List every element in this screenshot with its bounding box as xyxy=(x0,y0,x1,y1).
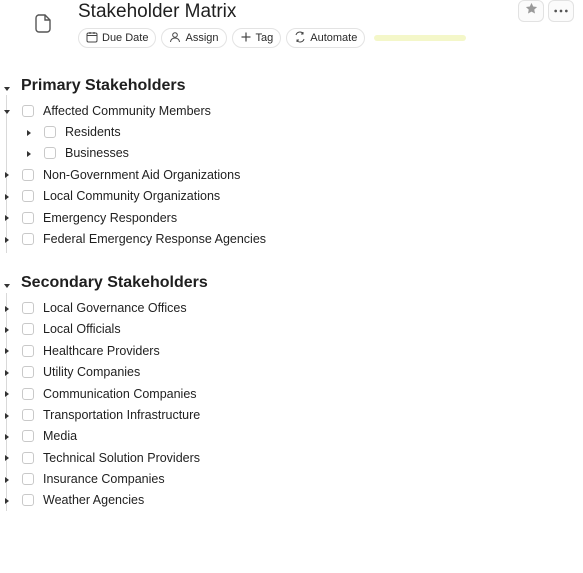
tag-button[interactable] xyxy=(232,28,282,48)
caret-right-icon xyxy=(4,187,10,205)
task-checkbox[interactable] xyxy=(22,388,34,400)
caret-right-icon xyxy=(4,427,10,445)
caret-right-icon xyxy=(4,230,10,248)
item-label: Insurance Companies xyxy=(43,471,165,486)
expand-toggle[interactable] xyxy=(3,432,11,440)
item-label: Non-Government Aid Organizations xyxy=(43,167,241,182)
list-item[interactable] xyxy=(22,340,160,361)
item-label: Emergency Responders xyxy=(43,210,178,225)
list-item[interactable] xyxy=(22,100,211,121)
item-label: Weather Agencies xyxy=(43,492,145,507)
automate-icon xyxy=(294,31,306,46)
item-label: Transportation Infrastructure xyxy=(43,407,201,422)
expand-toggle[interactable] xyxy=(3,346,11,354)
list-item[interactable] xyxy=(22,185,220,206)
expand-toggle[interactable] xyxy=(3,368,11,376)
list-item[interactable] xyxy=(22,228,266,249)
task-checkbox[interactable] xyxy=(22,494,34,506)
tag-label: Tag xyxy=(255,32,274,44)
task-checkbox[interactable] xyxy=(22,105,34,117)
item-label: Utility Companies xyxy=(43,364,141,379)
expand-toggle[interactable] xyxy=(3,325,11,333)
caret-right-icon xyxy=(26,123,32,141)
caret-right-icon xyxy=(4,363,10,381)
item-label: Local Governance Offices xyxy=(43,300,187,315)
caret-down-icon xyxy=(4,79,10,97)
expand-toggle[interactable] xyxy=(3,453,11,461)
task-checkbox[interactable] xyxy=(22,473,34,485)
page-icon[interactable] xyxy=(31,11,55,35)
expand-toggle[interactable] xyxy=(25,149,33,157)
caret-right-icon xyxy=(4,208,10,226)
expand-toggle[interactable] xyxy=(3,107,11,115)
task-checkbox[interactable] xyxy=(22,345,34,357)
task-checkbox[interactable] xyxy=(22,190,34,202)
assign-button[interactable] xyxy=(161,28,226,48)
caret-right-icon xyxy=(26,144,32,162)
item-label: Affected Community Members xyxy=(43,103,211,118)
list-item[interactable] xyxy=(22,297,187,318)
favorite-button[interactable] xyxy=(518,0,544,22)
list-item[interactable] xyxy=(22,383,197,404)
expand-toggle[interactable] xyxy=(25,128,33,136)
section-heading-primary[interactable]: Primary Stakeholders xyxy=(21,77,186,94)
list-item[interactable] xyxy=(22,468,165,489)
caret-right-icon xyxy=(4,406,10,424)
more-options-button[interactable] xyxy=(548,0,574,22)
expand-toggle[interactable] xyxy=(3,475,11,483)
caret-right-icon xyxy=(4,299,10,317)
expand-toggle[interactable] xyxy=(3,411,11,419)
task-checkbox[interactable] xyxy=(22,169,34,181)
item-label: Businesses xyxy=(65,145,129,160)
page-title[interactable]: Stakeholder Matrix xyxy=(78,1,237,22)
list-item[interactable] xyxy=(44,121,121,142)
list-item[interactable] xyxy=(22,404,200,425)
property-toolbar xyxy=(78,28,466,48)
collapse-toggle[interactable] xyxy=(3,281,11,289)
expand-toggle[interactable] xyxy=(3,170,11,178)
item-label: Technical Solution Providers xyxy=(43,450,201,465)
expand-toggle[interactable] xyxy=(3,213,11,221)
list-item[interactable] xyxy=(22,164,240,185)
list-item[interactable] xyxy=(22,425,77,446)
due-date-button[interactable] xyxy=(78,28,156,48)
collapse-toggle[interactable] xyxy=(3,84,11,92)
expand-toggle[interactable] xyxy=(3,235,11,243)
list-item[interactable] xyxy=(22,489,144,510)
list-item[interactable] xyxy=(22,361,140,382)
caret-right-icon xyxy=(4,165,10,183)
plus-icon xyxy=(240,31,252,46)
progress-highlight xyxy=(374,35,466,41)
calendar-icon xyxy=(86,31,98,46)
task-checkbox[interactable] xyxy=(22,409,34,421)
task-checkbox[interactable] xyxy=(22,302,34,314)
expand-toggle[interactable] xyxy=(3,192,11,200)
task-checkbox[interactable] xyxy=(44,147,56,159)
automate-label: Automate xyxy=(310,32,358,44)
list-item[interactable] xyxy=(22,447,200,468)
due-date-label: Due Date xyxy=(102,32,149,44)
item-label: Residents xyxy=(65,124,121,139)
caret-right-icon xyxy=(4,341,10,359)
task-checkbox[interactable] xyxy=(22,430,34,442)
caret-down-icon xyxy=(4,102,10,120)
item-label: Federal Emergency Response Agencies xyxy=(43,231,267,246)
item-label: Healthcare Providers xyxy=(43,343,160,358)
caret-right-icon xyxy=(4,491,10,509)
section-heading-secondary[interactable]: Secondary Stakeholders xyxy=(21,274,208,291)
task-checkbox[interactable] xyxy=(44,126,56,138)
item-label: Communication Companies xyxy=(43,386,197,401)
list-item[interactable] xyxy=(44,142,129,163)
item-label: Local Officials xyxy=(43,321,121,336)
task-checkbox[interactable] xyxy=(22,233,34,245)
task-checkbox[interactable] xyxy=(22,366,34,378)
star-icon xyxy=(524,1,539,21)
item-label: Media xyxy=(43,428,78,443)
caret-right-icon xyxy=(4,448,10,466)
list-item[interactable] xyxy=(22,207,177,228)
expand-toggle[interactable] xyxy=(3,389,11,397)
more-icon xyxy=(553,2,569,20)
expand-toggle[interactable] xyxy=(3,496,11,504)
caret-right-icon xyxy=(4,384,10,402)
caret-down-icon xyxy=(4,276,10,294)
task-checkbox[interactable] xyxy=(22,452,34,464)
item-label: Local Community Organizations xyxy=(43,188,221,203)
task-checkbox[interactable] xyxy=(22,323,34,335)
caret-right-icon xyxy=(4,470,10,488)
automate-button[interactable] xyxy=(286,28,365,48)
list-item[interactable] xyxy=(22,318,121,339)
task-checkbox[interactable] xyxy=(22,212,34,224)
expand-toggle[interactable] xyxy=(3,304,11,312)
person-icon xyxy=(169,31,181,46)
assign-label: Assign xyxy=(185,32,219,44)
caret-right-icon xyxy=(4,320,10,338)
